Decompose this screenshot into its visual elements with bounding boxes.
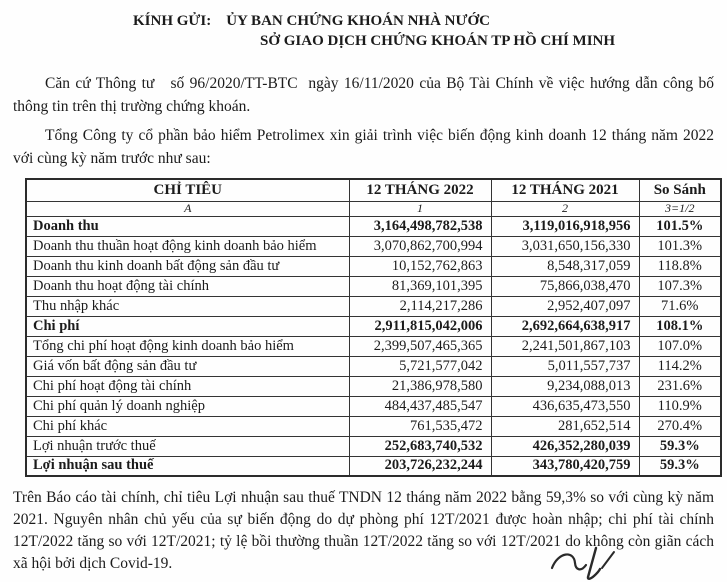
table-row-doanh-thu [26, 216, 721, 236]
row-label: Giá vốn bất động sản đầu tư [26, 356, 349, 376]
value-2022: 10,152,762,863 [349, 256, 491, 276]
value-2022: 203,726,232,244 [349, 456, 491, 476]
paragraph-explanation: Trên Báo cáo tài chính, chỉ tiêu Lợi nhuận sau thuế TNDN 12 tháng năm 2022 bằng 59,3% so với cùng kỳ năm 2021. Nguyên nhân chủ yếu của sự biến động do dự phòng phí 12T/2021 được hoàn nhập; chi phí tài chính 12T/2022 tăng so với 12T/2021; tỷ lệ bồi thường thuần 12T/2022 tăng so với 12T/2021 do không còn giãn cách xã hội bởi dịch Covid-19. [13, 489, 714, 572]
value-2022: 3,070,862,700,994 [349, 236, 491, 256]
value-2021: 343,780,420,759 [491, 456, 639, 476]
value-2021: 3,119,016,918,956 [491, 216, 639, 236]
row-label: Doanh thu [26, 216, 349, 236]
table-row [26, 396, 721, 416]
table-row-loi-nhuan-sau-thue [26, 456, 721, 476]
column-header-2022: 12 THÁNG 2022 [349, 179, 491, 201]
column-header-chi-tieu: CHỈ TIÊU [26, 179, 349, 201]
table-row [26, 236, 721, 256]
table-row [26, 356, 721, 376]
value-2021: 436,635,473,550 [491, 396, 639, 416]
compare-value: 107.0% [639, 336, 721, 356]
table-row [26, 376, 721, 396]
column-header-2021: 12 THÁNG 2021 [491, 179, 639, 201]
compare-value: 107.3% [639, 276, 721, 296]
row-label: Doanh thu thuần hoạt động kinh doanh bảo hiểm [26, 236, 349, 256]
compare-value: 59.3% [639, 436, 721, 456]
row-label: Tổng chi phí hoạt động kinh doanh bảo hiểm [26, 336, 349, 356]
value-2022: 3,164,498,782,538 [349, 216, 491, 236]
subheader-a: A [26, 201, 349, 216]
row-label: Doanh thu hoạt động tài chính [26, 276, 349, 296]
value-2022: 252,683,740,532 [349, 436, 491, 456]
value-2022: 2,911,815,042,006 [349, 316, 491, 336]
compare-value: 231.6% [639, 376, 721, 396]
value-2022: 2,399,507,465,365 [349, 336, 491, 356]
subheader-ratio: 3=1/2 [639, 201, 721, 216]
value-2022: 21,386,978,580 [349, 376, 491, 396]
value-2022: 484,437,485,547 [349, 396, 491, 416]
table-row [26, 296, 721, 316]
compare-value: 101.3% [639, 236, 721, 256]
table-row [26, 276, 721, 296]
compare-value: 71.6% [639, 296, 721, 316]
value-2021: 9,234,088,013 [491, 376, 639, 396]
row-label: Chi phí [26, 316, 349, 336]
salutation-label: KÍNH GỬI: [133, 13, 212, 29]
paragraph-statement: Tổng Công ty cổ phần bảo hiểm Petrolimex xin giải trình việc biến động kinh doanh 12 tháng năm 2022 với cùng kỳ năm trước như sau: [13, 127, 714, 167]
compare-value: 110.9% [639, 396, 721, 416]
table-row-chi-phi [26, 316, 721, 336]
row-label: Lợi nhuận trước thuế [26, 436, 349, 456]
value-2021: 5,011,557,737 [491, 356, 639, 376]
table-subheader-row [26, 201, 721, 216]
letter-head [133, 11, 615, 51]
paragraph-legal-basis: Căn cứ Thông tư số 96/2020/TT-BTC ngày 16/11/2020 của Bộ Tài Chính về việc hướng dẫn công bố thông tin trên thị trường chứng khoán. [13, 75, 714, 115]
value-2021: 8,548,317,059 [491, 256, 639, 276]
row-label: Chi phí khác [26, 416, 349, 436]
compare-value: 108.1% [639, 316, 721, 336]
value-2021: 2,692,664,638,917 [491, 316, 639, 336]
value-2021: 2,952,407,097 [491, 296, 639, 316]
value-2021: 2,241,501,867,103 [491, 336, 639, 356]
value-2022: 761,535,472 [349, 416, 491, 436]
table-row [26, 336, 721, 356]
handwritten-signature-mark-icon [548, 546, 644, 582]
recipient-1: ỦY BAN CHỨNG KHOÁN NHÀ NƯỚC [226, 13, 490, 29]
recipient-2: SỞ GIAO DỊCH CHỨNG KHOÁN TP HỒ CHÍ MINH [260, 33, 616, 49]
value-2022: 5,721,577,042 [349, 356, 491, 376]
row-label: Doanh thu kinh doanh bất động sản đầu tư [26, 256, 349, 276]
financial-results-table [25, 178, 722, 477]
compare-value: 101.5% [639, 216, 721, 236]
value-2021: 3,031,650,156,330 [491, 236, 639, 256]
compare-value: 59.3% [639, 456, 721, 476]
subheader-2: 2 [491, 201, 639, 216]
letter-head-line1 [133, 11, 615, 31]
value-2022: 81,369,101,395 [349, 276, 491, 296]
row-label: Thu nhập khác [26, 296, 349, 316]
table-row [26, 416, 721, 436]
value-2021: 75,866,038,470 [491, 276, 639, 296]
table-row [26, 256, 721, 276]
table-header-row [26, 179, 721, 201]
row-label: Chi phí hoạt động tài chính [26, 376, 349, 396]
compare-value: 114.2% [639, 356, 721, 376]
column-header-so-sanh: So Sánh [639, 179, 721, 201]
compare-value: 118.8% [639, 256, 721, 276]
row-label: Chi phí quản lý doanh nghiệp [26, 396, 349, 416]
table-row-loi-nhuan-truoc-thue [26, 436, 721, 456]
value-2022: 2,114,217,286 [349, 296, 491, 316]
subheader-1: 1 [349, 201, 491, 216]
compare-value: 270.4% [639, 416, 721, 436]
value-2021: 426,352,280,039 [491, 436, 639, 456]
row-label: Lợi nhuận sau thuế [26, 456, 349, 476]
value-2021: 281,652,514 [491, 416, 639, 436]
